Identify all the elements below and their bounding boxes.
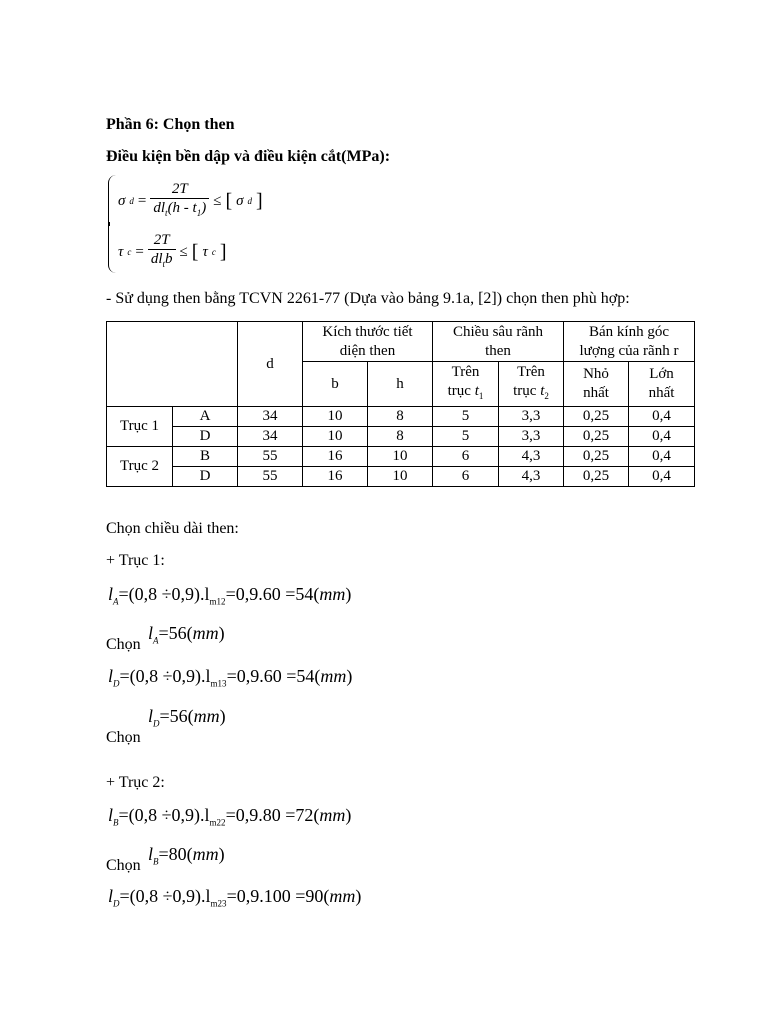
rmax-cell: 0,4 [629,467,695,487]
table-corner-cell [107,322,238,407]
subheader-min: Nhỏ nhất [564,362,629,407]
table-row [107,447,695,467]
subheader-h: h [368,362,433,407]
length-equation-lD-shaft2: $l_D=(0,8 \div 0,9).l_{m23}=0,9.100 =90(mm)$ [108,886,362,909]
subheader-b: b [303,362,368,407]
position-cell: D [173,467,238,487]
length-equation-lA: $l_A=(0,8 \div 0,9).l_{m12}=0,9.60 =54(mm)$ [108,584,352,607]
leq-sign: ≤ [179,243,188,260]
allowable-sigma-subscript: d [247,196,253,206]
length-equation-lB: $l_B=(0,8 \div 0,9).l_{m22}=0,9.80 =72(mm)$ [108,805,352,828]
header-groove-depth: Chiều sâu rãnh then [433,322,564,362]
sigma-symbol: σ [118,192,126,209]
t1-cell: 5 [433,427,499,447]
t2-cell: 3,3 [499,427,564,447]
rmin-cell: 0,25 [564,467,629,487]
shear-fraction [148,231,176,273]
t1-cell: 5 [433,407,499,427]
t1-cell: 6 [433,447,499,467]
rmin-cell: 0,25 [564,427,629,447]
t2-cell: 4,3 [499,447,564,467]
allowable-tau-subscript: c [211,247,216,257]
rmax-cell: 0,4 [629,427,695,447]
length-choice-lB: $l_B=80(mm)$ [148,844,225,867]
choose-label: Chọn [106,636,141,653]
shaft-label: Trục 2 [107,447,173,487]
b-cell: 16 [303,467,368,487]
fraction-numerator: 2T [148,231,176,250]
subheader-t2: Trên trục $t_2$ [499,362,564,407]
h-cell: 8 [368,427,433,447]
shaft-label: Trục 1 [107,407,173,447]
open-bracket: [ [191,240,199,263]
length-choice-lD-shaft1: $l_D=56(mm)$ [148,706,226,729]
close-bracket: ] [256,189,263,212]
fraction-denominator: $dl_t(h - t_1)$ [153,200,207,218]
table-row [107,467,695,487]
fraction-numerator: 2T [150,180,209,199]
d-cell: 34 [238,407,303,427]
leq-sign: ≤ [213,192,222,209]
table-row [107,407,695,427]
key-dimension-table [106,321,695,487]
d-cell: 55 [238,467,303,487]
position-cell: A [173,407,238,427]
allowable-tau: τ [202,243,208,260]
h-cell: 10 [368,447,433,467]
length-heading: Chọn chiều dài then: [106,520,239,537]
crushing-condition-formula [118,180,263,222]
intro-paragraph: - Sử dụng then bằng TCVN 2261-77 (Dựa vào bảng 9.1a, [2]) chọn then phù hợp: [106,290,630,307]
h-cell: 10 [368,467,433,487]
d-cell: 55 [238,447,303,467]
t2-cell: 4,3 [499,467,564,487]
crushing-fraction [150,180,209,222]
rmax-cell: 0,4 [629,407,695,427]
allowable-sigma: σ [236,192,244,209]
h-cell: 8 [368,407,433,427]
t1-cell: 6 [433,467,499,487]
fraction-denominator: $dl_tb$ [150,251,173,269]
b-cell: 16 [303,447,368,467]
b-cell: 10 [303,407,368,427]
subheader-max: Lớn nhất [629,362,695,407]
conditions-heading: Điều kiện bền dập và điều kiện cắt(MPa): [106,148,391,165]
t2-cell: 3,3 [499,407,564,427]
shaft2-label: + Trục 2: [106,774,165,791]
position-cell: B [173,447,238,467]
rmin-cell: 0,25 [564,407,629,427]
choose-label: Chọn [106,857,141,874]
length-equation-lD-shaft1: $l_D=(0,8 \div 0,9).l_{m13}=0,9.60 =54(mm)$ [108,666,353,689]
equals-sign: = [137,192,147,209]
shear-condition-formula [118,231,226,273]
choose-label: Chọn [106,729,141,746]
equals-sign: = [135,243,144,260]
rmin-cell: 0,25 [564,447,629,467]
table-row [107,427,695,447]
system-brace [108,175,118,273]
header-fillet-radius: Bán kính góc lượng của rãnh r [564,322,695,362]
position-cell: D [173,427,238,447]
d-cell: 34 [238,427,303,447]
b-cell: 10 [303,427,368,447]
open-bracket: [ [225,189,233,212]
sigma-subscript: d [129,196,134,206]
close-bracket: ] [219,240,227,263]
length-choice-lA: $l_A=56(mm)$ [148,623,225,646]
header-d: d [238,322,303,407]
header-key-section: Kích thước tiết diện then [303,322,433,362]
subheader-t1: Trên trục $t_1$ [433,362,499,407]
tau-symbol: τ [118,243,124,260]
shaft1-label: + Trục 1: [106,552,165,569]
rmax-cell: 0,4 [629,447,695,467]
section-heading: Phần 6: Chọn then [106,116,235,133]
tau-subscript: c [127,247,132,257]
